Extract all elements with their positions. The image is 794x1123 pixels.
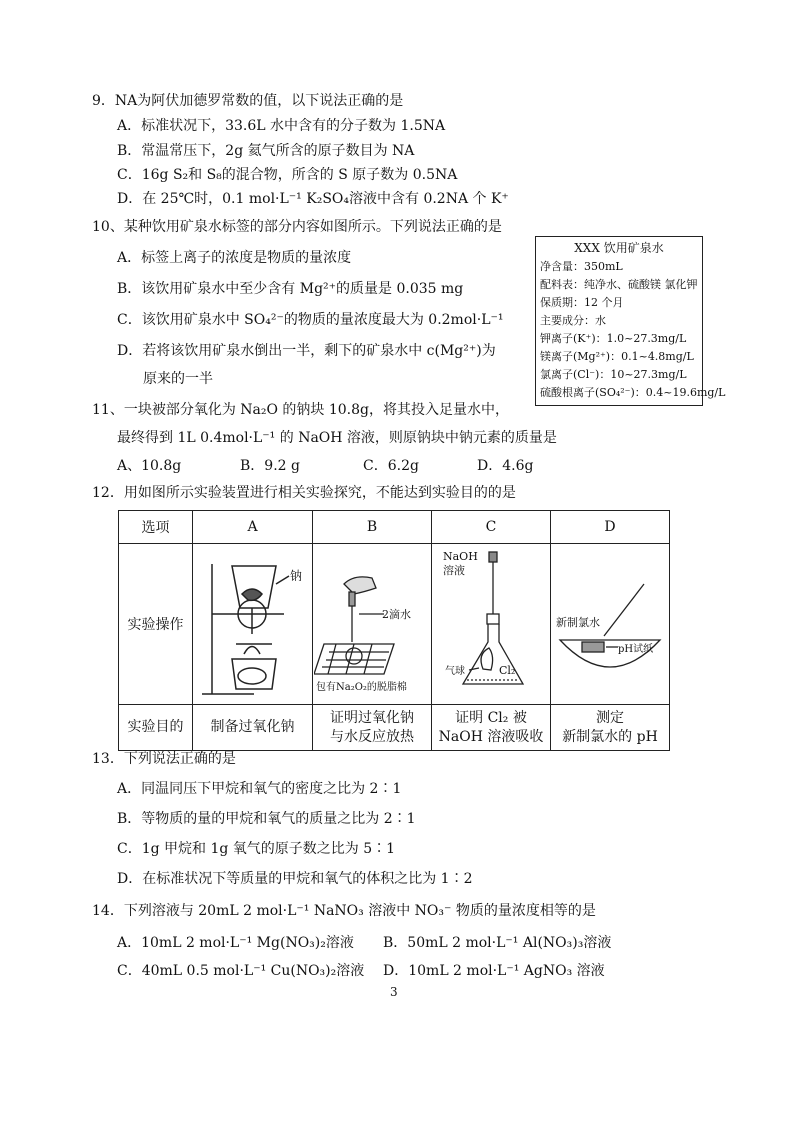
q11-stem-line2: 最终得到 1L 0.4mol·L⁻¹ 的 NaOH 溶液，则原钠块中钠元素的质量是 (117, 430, 557, 446)
label-line: 保质期：12 个月 (540, 296, 624, 309)
label-chlorine-water: 新制氯水 (556, 616, 600, 629)
apparatus-a (193, 544, 313, 705)
purpose-d (551, 705, 670, 751)
label-solution: 溶液 (443, 564, 465, 577)
dropper-cotton-figure (314, 544, 430, 700)
q9-option-a: A．标准状况下，33.6L 水中含有的分子数为 1.5NA (117, 118, 446, 134)
flask-balloon-figure (433, 544, 549, 700)
label-sodium: 钠 (290, 569, 303, 583)
purpose-d-line2: 新制氯水的 pH (562, 728, 658, 745)
q9-option-c: C．16g S₂和 S₈的混合物，所含的 S 原子数为 0.5NA (117, 167, 458, 183)
q13-option-d: D．在标准状况下等质量的甲烷和氧气的体积之比为 1∶2 (117, 871, 473, 887)
label-line: 氯离子(Cl⁻)：10~27.3mg/L (540, 368, 687, 381)
q13-option-b: B．等物质的量的甲烷和氧气的质量之比为 2∶1 (117, 811, 416, 827)
q12-stem: 12．用如图所示实验装置进行相关实验探究，不能达到实验目的的是 (92, 485, 516, 501)
q13-option-a: A．同温同压下甲烷和氧气的密度之比为 2∶1 (117, 781, 402, 797)
purpose-d-line1: 测定 (596, 709, 624, 726)
q13-option-c: C．1g 甲烷和 1g 氧气的原子数之比为 5∶1 (117, 841, 396, 857)
table-header-a: A (193, 511, 313, 544)
q11-option-c: C．6.2g (363, 458, 419, 474)
mineral-water-label (535, 236, 726, 406)
ph-paper-figure (552, 544, 668, 700)
q14-option-a: A．10mL 2 mol·L⁻¹ Mg(NO₃)₂溶液 (117, 935, 354, 951)
q9-option-d: D．在 25℃时，0.1 mol·L⁻¹ K₂SO₄溶液中含有 0.2NA 个 K⁺ (117, 191, 509, 207)
apparatus-d (551, 544, 670, 705)
label-line: 镁离子(Mg²⁺)：0.1~4.8mg/L (540, 350, 694, 363)
table-header-b: B (313, 511, 432, 544)
purpose-b (313, 705, 432, 751)
q10-option-a: A．标签上离子的浓度是物质的量浓度 (117, 250, 352, 266)
q10-option-b: B．该饮用矿泉水中至少含有 Mg²⁺的质量是 0.035 mg (117, 281, 464, 297)
purpose-b-line1: 证明过氧化钠 (330, 709, 414, 726)
experiment-table (118, 510, 670, 751)
heating-apparatus-figure (194, 544, 311, 700)
q10-option-d-line1: D．若将该饮用矿泉水倒出一半，剩下的矿泉水中 c(Mg²⁺)为 (117, 343, 496, 359)
table-header-c: C (432, 511, 551, 544)
q11-option-a: A、10.8g (117, 458, 182, 474)
row-label-operation: 实验操作 (119, 544, 193, 705)
q13-stem: 13．下列说法正确的是 (92, 751, 236, 767)
page-number: 3 (390, 985, 398, 999)
label-line: 净含量：350mL (540, 260, 623, 273)
label-line: 主要成分：水 (540, 314, 606, 327)
q11-option-b: B．9.2 g (240, 458, 300, 474)
purpose-c (432, 705, 551, 751)
q14-stem: 14．下列溶液与 20mL 2 mol·L⁻¹ NaNO₃ 溶液中 NO₃⁻ 物质的量浓度相等的是 (92, 903, 596, 919)
table-header-option: 选项 (119, 511, 193, 544)
label-two-drops-water: 2滴水 (382, 608, 411, 621)
q10-option-d-line2: 原来的一半 (143, 371, 213, 387)
label-balloon: 气球 (445, 666, 465, 677)
apparatus-c (432, 544, 551, 705)
label-title: XXX 饮用矿泉水 (574, 241, 664, 255)
purpose-a: 制备过氧化钠 (193, 705, 313, 751)
q10-option-c: C．该饮用矿泉水中 SO₄²⁻的物质的量浓度最大为 0.2mol·L⁻¹ (117, 312, 504, 328)
q10-stem: 10、某种饮用矿泉水标签的部分内容如图所示。下列说法正确的是 (92, 219, 502, 235)
purpose-b-line2: 与水反应放热 (330, 728, 414, 745)
purpose-c-line1: 证明 Cl₂ 被 (455, 709, 527, 726)
q14-option-c: C．40mL 0.5 mol·L⁻¹ Cu(NO₃)₂溶液 (117, 963, 365, 979)
label-line: 钾离子(K⁺)：1.0~27.3mg/L (540, 332, 687, 345)
q11-stem-line1: 11、一块被部分氧化为 Na₂O 的钠块 10.8g，将其投入足量水中， (92, 402, 509, 418)
label-naoh: NaOH (443, 550, 478, 563)
q14-option-b: B．50mL 2 mol·L⁻¹ Al(NO₃)₃溶液 (383, 935, 612, 951)
label-cotton: 包有Na₂O₂的脱脂棉 (316, 682, 407, 693)
label-ph-paper: pH试纸 (618, 644, 654, 655)
row-label-purpose: 实验目的 (119, 705, 193, 751)
table-header-d: D (551, 511, 670, 544)
q9-stem: 9．NA为阿伏加德罗常数的值，以下说法正确的是 (92, 93, 404, 109)
apparatus-b (313, 544, 432, 705)
q11-option-d: D．4.6g (477, 458, 534, 474)
label-line: 配料表：纯净水、硫酸镁 氯化钾 (540, 278, 698, 291)
purpose-c-line2: NaOH 溶液吸收 (438, 728, 544, 745)
q14-option-d: D．10mL 2 mol·L⁻¹ AgNO₃ 溶液 (383, 963, 605, 979)
label-chlorine: Cl₂ (499, 664, 516, 677)
label-line: 硫酸根离子(SO₄²⁻)：0.4~19.6mg/L (540, 386, 726, 399)
q9-option-b: B．常温常压下，2g 氦气所含的原子数目为 NA (117, 143, 415, 159)
